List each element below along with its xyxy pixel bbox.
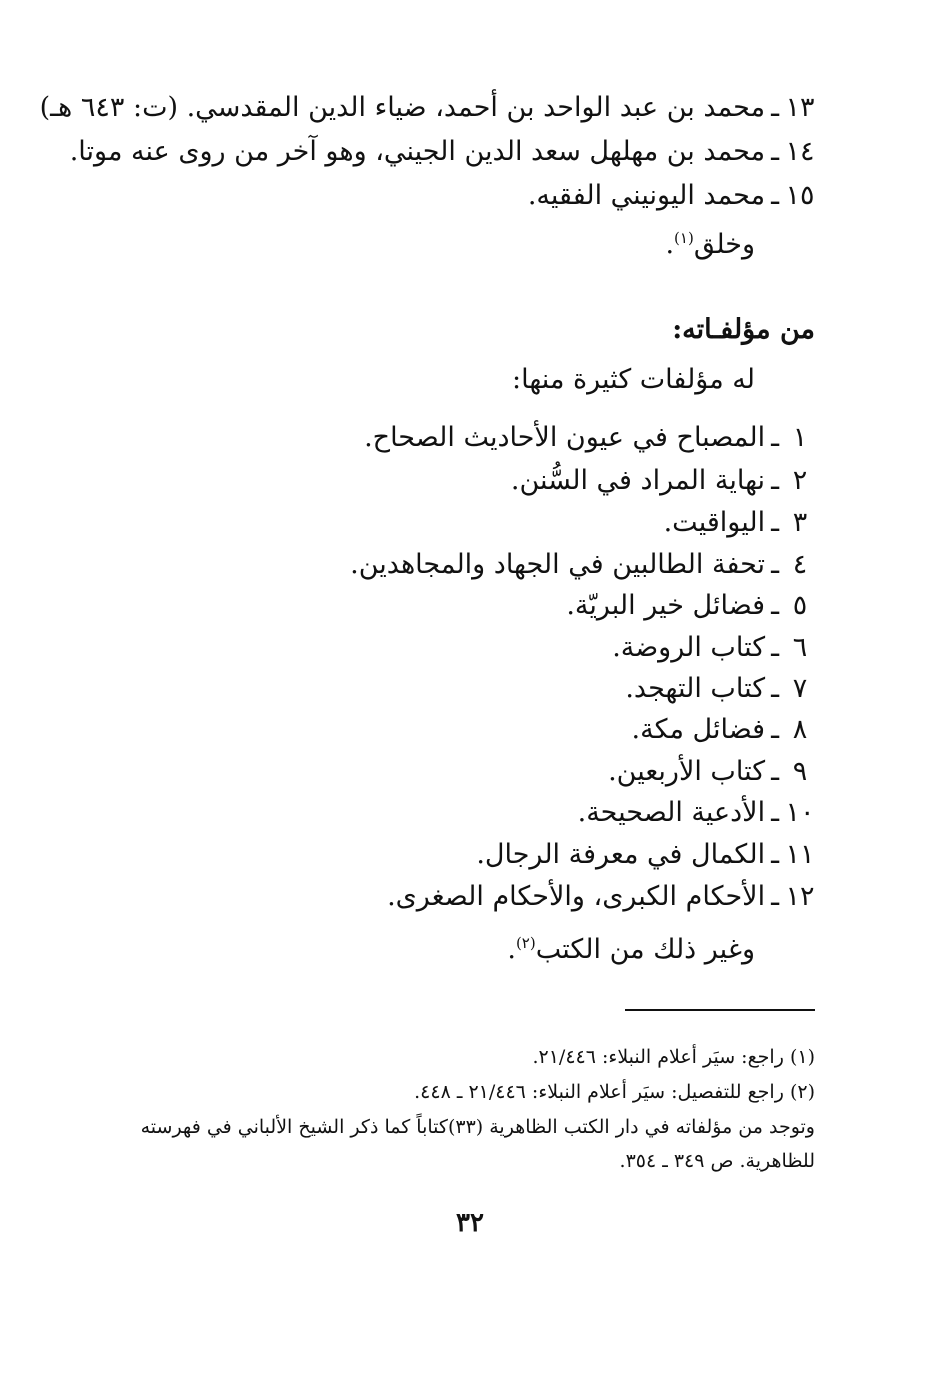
footnote-mark: (١) (789, 1046, 815, 1068)
narrator-text: محمد بن مهلهل سعد الدين الجيني، وهو آخر من روى عنه موتا. (69, 136, 766, 167)
work-number: ٤ (792, 549, 808, 580)
works-closing (507, 930, 755, 970)
narrator-number: ١٤ (785, 136, 815, 167)
footnote-reference-1: (١) (674, 229, 694, 247)
narrator-line: ١٥ـمحمد اليونيني الفقيه. (528, 176, 815, 216)
work-item: ٤ـتحفة الطالبين في الجهاد والمجاهدين. (350, 545, 815, 585)
work-item: ٢ـنهاية المراد في السُّنن. (511, 461, 815, 501)
work-number: ١١ (785, 839, 815, 870)
work-title: فضائل خير البريّة. (566, 590, 766, 621)
work-item: ١٠ـالأدعية الصحيحة. (578, 793, 815, 833)
footnote (414, 1078, 815, 1106)
footnote-mark: (٢) (789, 1081, 815, 1103)
work-item: ٩ـكتاب الأربعين. (608, 752, 815, 792)
work-number: ٧ (792, 673, 808, 704)
narrator-text: محمد اليونيني الفقيه. (527, 180, 766, 211)
work-title: اليواقيت. (663, 507, 766, 538)
narrator-line: ١٤ـمحمد بن مهلهل سعد الدين الجيني، وهو آخر من روى عنه موتا. (70, 132, 815, 172)
work-title: فضائل مكة. (631, 714, 766, 745)
work-item: ١٢ـالأحكام الكبرى، والأحكام الصغرى. (387, 877, 815, 917)
work-number: ٨ (792, 714, 808, 745)
works-closing-tail: . (507, 934, 516, 965)
work-item: ٥ـفضائل خير البريّة. (566, 586, 815, 626)
work-number: ٩ (792, 756, 808, 787)
narrator-line: ١٣ـمحمد بن عبد الواحد بن أحمد، ضياء الدين المقدسي. (ت: ٦٤٣ هـ) (40, 88, 815, 128)
footnote-text: راجع للتفصيل: سيَر أعلام النبلاء: ٢١/٤٤٦ ـ ٤٤٨. (414, 1081, 784, 1103)
page-number: ٣٢ (456, 1208, 484, 1238)
work-number: ١٠ (785, 797, 815, 828)
work-number: ١٢ (785, 881, 815, 912)
work-title: نهاية المراد في السُّنن. (510, 465, 766, 496)
work-number: ٣ (792, 507, 808, 538)
work-number: ٢ (792, 465, 808, 496)
narrator-text: محمد بن عبد الواحد بن أحمد، ضياء الدين المقدسي. (ت: ٦٤٣ هـ) (39, 92, 766, 123)
footnote (532, 1043, 815, 1071)
footnote-text: راجع: سيَر أعلام النبلاء: ٢١/٤٤٦. (532, 1046, 784, 1068)
section-intro: له مؤلفات كثيرة منها: (512, 364, 755, 395)
work-item: ١ـالمصباح في عيون الأحاديث الصحاح. (364, 418, 815, 458)
work-title: كتاب الأربعين. (608, 756, 766, 787)
work-item: ٨ـفضائل مكة. (632, 710, 815, 750)
work-title: الكمال في معرفة الرجال. (476, 839, 766, 870)
footnote-continuation-line: للظاهرية. ص ٣٤٩ ـ ٣٥٤. (619, 1150, 815, 1172)
work-number: ١ (792, 422, 808, 453)
work-number: ٦ (792, 632, 808, 663)
work-title: المصباح في عيون الأحاديث الصحاح. (364, 422, 766, 453)
work-title: كتاب التهجد. (625, 673, 766, 704)
narrator-number: ١٥ (785, 180, 815, 211)
narrators-closing-tail: . (665, 229, 675, 260)
work-item: ٧ـكتاب التهجد. (625, 669, 815, 709)
work-title: الأدعية الصحيحة. (577, 797, 766, 828)
work-title: تحفة الطالبين في الجهاد والمجاهدين. (350, 549, 766, 580)
footnote-continuation-line: وتوجد من مؤلفاته في دار الكتب الظاهرية (٣٣)كتاباً كما ذكر الشيخ الألباني في فهرسته (140, 1116, 815, 1138)
narrator-number: ١٣ (785, 92, 815, 123)
narrators-closing (665, 225, 755, 265)
work-title: الأحكام الكبرى، والأحكام الصغرى. (387, 881, 766, 912)
work-title: كتاب الروضة. (612, 632, 766, 663)
work-number: ٥ (792, 590, 808, 621)
work-item: ٦ـكتاب الروضة. (612, 628, 815, 668)
narrators-closing-text: وخلق (693, 229, 755, 260)
work-item: ٣ـاليواقيت. (664, 503, 815, 543)
work-item: ١١ـالكمال في معرفة الرجال. (476, 835, 815, 875)
footnote-reference-2: (٢) (515, 934, 536, 952)
works-closing-text: وغير ذلك من الكتب (535, 934, 755, 965)
footnote-separator (625, 1009, 815, 1011)
section-heading: من مؤلفـاته: (672, 314, 815, 345)
